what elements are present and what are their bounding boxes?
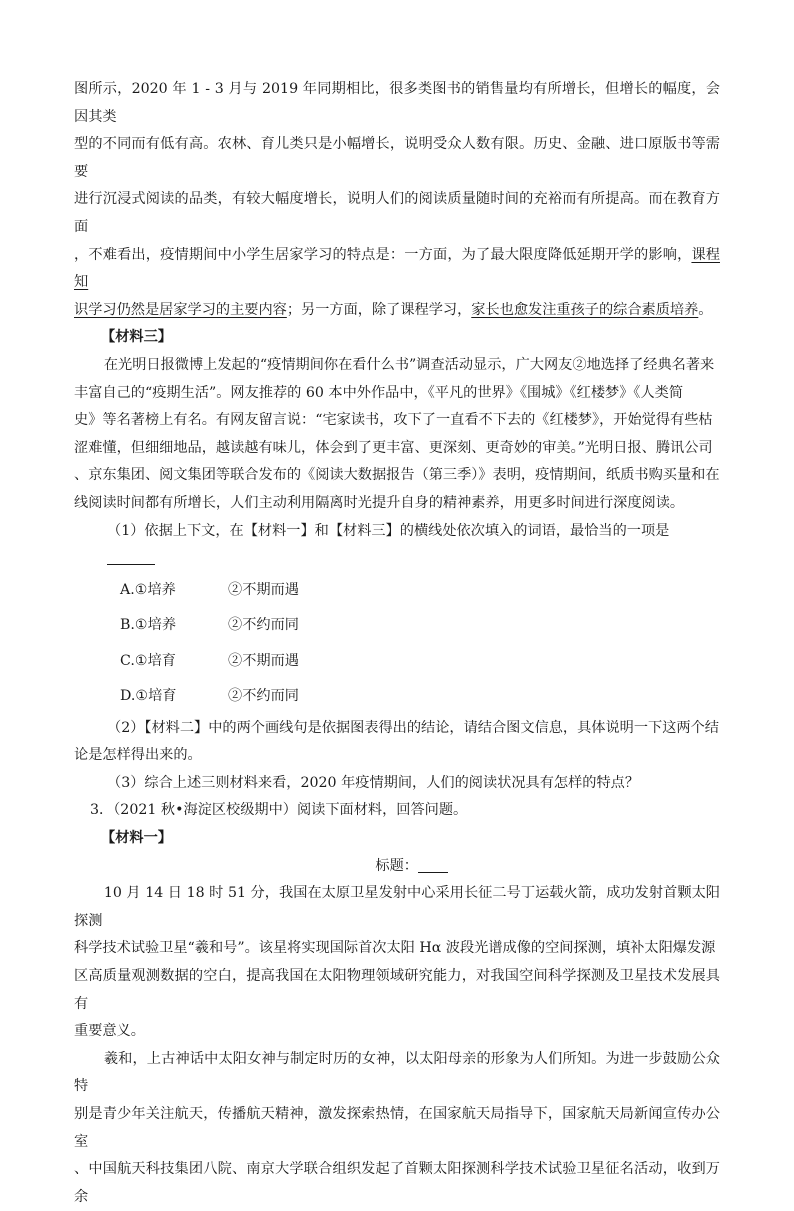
text-line: 重要意义。 xyxy=(74,1023,145,1040)
text-line xyxy=(74,242,720,297)
question-3: （3）综合上述三则材料来看，2020 年疫情期间，人们的阅读状况具有怎样的特点？ xyxy=(107,774,640,791)
text-span: ，不难看出，疫情期间中小学生居家学习的特点是：一方面，为了最大限度降低延期开学的影响， xyxy=(74,246,692,263)
text-line: 图所示，2020 年 1 - 3 月与 2019 年同期相比，很多类图书的销售量均有所增长，但增长的幅度，会因其类 xyxy=(74,81,720,125)
underlined-sentence-2: 家长也愈发注重孩子的综合素质培养 xyxy=(471,301,699,318)
option-value: ②不约而同 xyxy=(228,617,299,634)
text-line: 线阅读时间都有所增长，人们主动利用隔离时光提升自身的精神素养，用更多时间进行深度阅读。 xyxy=(74,494,685,511)
title-line xyxy=(74,853,720,881)
title-blank[interactable] xyxy=(418,856,448,873)
problem-3-paragraph-2 xyxy=(74,1046,720,1211)
question-1-options xyxy=(74,573,720,715)
option-label: D.①培育 xyxy=(120,688,177,705)
material2-paragraph xyxy=(74,76,720,324)
option-label: C.①培育 xyxy=(120,652,176,669)
text-line: 科学技术试验卫星“羲和号”。该星将实现国际首次太阳 Hα 波段光谱成像的空间探测，填补太阳爆发源 xyxy=(74,940,716,957)
text-line: 进行沉浸式阅读的品类，有较大幅度增长，说明人们的阅读质量随时间的充裕而有所提高。而在教育方面 xyxy=(74,191,720,235)
text-line: 10 月 14 日 18 时 51 分，我国在太原卫星发射中心采用长征二号丁运载火箭，成功发射首颗太阳探测 xyxy=(74,885,720,929)
problem-3-paragraph-1 xyxy=(74,880,720,1046)
material1-heading: 【材料一】 xyxy=(101,830,172,847)
question-1 xyxy=(74,518,720,573)
text-line: 涩难懂，但细细地品，越读越有味儿，体会到了更丰富、更深刻、更奇妙的审美。”光明日报、腾讯公司 xyxy=(74,439,713,456)
text-line: 别是青少年关注航天，传播航天精神，激发探索热情，在国家航天局指导下，国家航天局新闻宣传办公室 xyxy=(74,1106,720,1150)
option-label: B.①培养 xyxy=(120,617,177,634)
underlined-sentence-1-cont: 识学习仍然是居家学习的主要内容 xyxy=(74,301,287,318)
question-1-text: （1）依据上下文，在【材料一】和【材料三】的横线处依次填入的词语，最恰当的一项是 xyxy=(107,522,670,539)
option-label: A.①培养 xyxy=(120,581,176,598)
material3-heading: 【材料三】 xyxy=(101,329,172,346)
text-span: 。 xyxy=(698,301,713,318)
option-a[interactable] xyxy=(74,573,720,609)
text-line: 区高质量观测数据的空白，提高我国在太阳物理领域研究能力，对我国空间科学探测及卫星技术发展具有 xyxy=(74,968,720,1012)
option-value: ②不期而遇 xyxy=(228,652,299,669)
text-line: 羲和，上古神话中太阳女神与制定时历的女神，以太阳母亲的形象为人们所知。为进一步鼓励公众特 xyxy=(74,1050,720,1095)
text-line xyxy=(74,297,720,325)
title-label: 标题： xyxy=(375,857,418,874)
underlined-sentence-1: 课程知 xyxy=(74,246,720,291)
answer-blank[interactable] xyxy=(107,548,155,565)
text-line: 丰富自己的“疫期生活”。网友推荐的 60 本中外作品中，《平凡的世界》《围城》《红楼梦》《人类简 xyxy=(74,384,684,401)
material3-paragraph xyxy=(74,352,720,518)
problem-3-header: 3．（2021 秋•海淀区校级期中）阅读下面材料，回答问题。 xyxy=(90,802,468,819)
option-value: ②不期而遇 xyxy=(228,581,299,598)
question-2: （2）【材料二】中的两个画线句是依据图表得出的结论，请结合图文信息，具体说明一下这两个结 xyxy=(107,719,719,736)
text-line: 、京东集团、阅文集团等联合发布的《阅读大数据报告（第三季）》表明，疫情期间，纸质书购买量和在 xyxy=(74,467,720,484)
option-b[interactable] xyxy=(74,608,720,644)
text-line: 型的不同而有低有高。农林、育儿类只是小幅增长，说明受众人数有限。历史、金融、进口原版书等需要 xyxy=(74,136,720,180)
option-c[interactable] xyxy=(74,644,720,680)
text-line: 、中国航天科技集团八院、南京大学联合组织发起了首颗太阳探测科学技术试验卫星征名活动，收到万余 xyxy=(74,1161,720,1205)
question-2-cont: 论是怎样得出来的。 xyxy=(74,747,202,764)
document-page xyxy=(74,76,720,1211)
option-d[interactable] xyxy=(74,679,720,715)
option-value: ②不约而同 xyxy=(228,688,299,705)
text-line: 在光明日报微博上发起的“疫情期间你在看什么书”调查活动显示，广大网友②地选择了经典名著来 xyxy=(103,356,715,373)
text-span: ；另一方面，除了课程学习， xyxy=(286,301,472,318)
text-line: 史》等名著榜上有名。有网友留言说：“宅家读书，攻下了一直看不下去的《红楼梦》，开始觉得有些枯 xyxy=(74,412,713,429)
